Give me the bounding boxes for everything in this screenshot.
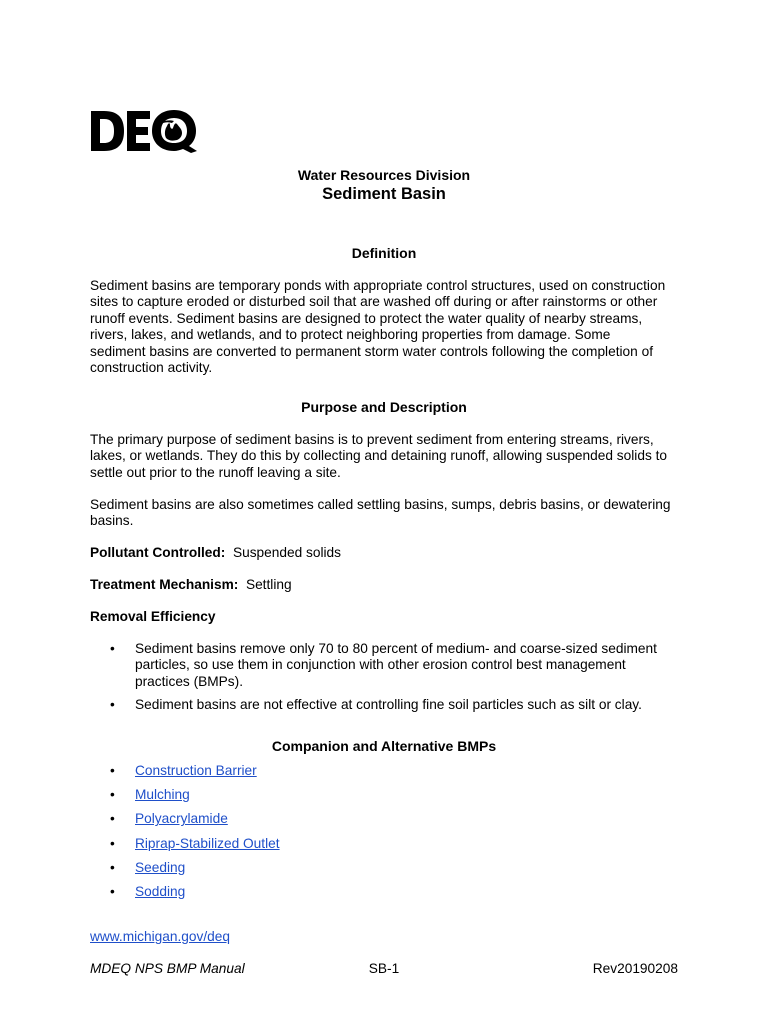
footer-page-number: SB-1: [368, 961, 400, 976]
text-line: Sediment basins are also sometimes called settling basins, sumps, debris basins, or dewatering: [90, 497, 671, 512]
link-seeding[interactable]: Seeding: [135, 859, 186, 875]
section-heading-companion: Companion and Alternative BMPs: [271, 738, 497, 754]
text-line: lakes, or wetlands. They do this by collecting and detaining runoff, allowing suspended solids to: [90, 448, 668, 464]
bullet-icon: •: [110, 641, 115, 656]
purpose-paragraph-1: [90, 432, 690, 481]
bullet-icon: •: [110, 811, 115, 827]
pollutant-label: Pollutant Controlled:: [90, 545, 226, 560]
bullet-icon: •: [110, 763, 115, 778]
section-heading-purpose: Purpose and Description: [301, 399, 467, 415]
text-line: settle out prior to the runoff leaving a site.: [90, 464, 341, 480]
text-line: sites to capture eroded or disturbed soil that are washed off during or after rainstorms or other: [90, 294, 658, 310]
text-line: particles, so use them in conjunction with other erosion control best management: [135, 657, 626, 673]
removal-heading-text: Removal Efficiency: [90, 609, 216, 624]
text-line: Sediment basins are temporary ponds with appropriate control structures, used on construction: [90, 278, 666, 293]
link-sodding[interactable]: Sodding: [135, 883, 186, 899]
list-item: [110, 763, 690, 787]
definition-paragraph: [90, 278, 690, 376]
list-item: [110, 787, 690, 811]
text-line: Sediment basins remove only 70 to 80 percent of medium- and coarse-sized sediment: [135, 641, 657, 656]
treatment-label: Treatment Mechanism:: [90, 577, 239, 592]
list-item: [110, 836, 690, 860]
bullet-icon: •: [110, 835, 115, 851]
text-line: basins.: [90, 513, 134, 529]
text-line: rivers, lakes, and wetlands, and to protect neighboring properties from damage. Some: [90, 327, 611, 343]
removal-efficiency-heading: [90, 609, 216, 625]
link-riprap-stabilized-outlet[interactable]: Riprap-Stabilized Outlet: [135, 835, 280, 851]
removal-efficiency-list: [110, 641, 690, 714]
pollutant-value: Suspended solids: [232, 545, 342, 560]
list-item: [110, 811, 690, 835]
footer-revision: Rev20190208: [592, 961, 678, 976]
link-construction-barrier[interactable]: Construction Barrier: [135, 763, 257, 778]
text-line: Sediment basins are not effective at controlling fine soil particles such as silt or clay.: [135, 697, 642, 713]
section-heading-definition: Definition: [351, 245, 417, 261]
text-line: The primary purpose of sediment basins is to prevent sediment from entering streams, rivers,: [90, 432, 654, 447]
text-line: practices (BMPs).: [135, 673, 243, 689]
link-polyacrylamide[interactable]: Polyacrylamide: [135, 811, 228, 827]
treatment-mechanism: [90, 577, 292, 593]
purpose-paragraph-2: [90, 497, 690, 530]
pollutant-controlled: [90, 545, 341, 561]
michigan-deq-logo: [90, 108, 198, 154]
treatment-value: Settling: [245, 577, 292, 592]
list-item: [110, 641, 690, 690]
companion-bmp-list: [110, 763, 690, 908]
bullet-icon: •: [110, 697, 115, 713]
list-item: [110, 860, 690, 884]
text-line: sediment basins are converted to permanent storm water controls following the completion of: [90, 343, 653, 359]
link-mulching[interactable]: Mulching: [135, 787, 190, 803]
bullet-icon: •: [110, 787, 115, 803]
page-title: Sediment Basin: [322, 185, 446, 203]
list-item: [110, 884, 690, 908]
footer-manual-name: MDEQ NPS BMP Manual: [90, 961, 245, 976]
deq-website-link[interactable]: www.michigan.gov/deq: [90, 929, 230, 944]
division-name: Water Resources Division: [297, 167, 471, 183]
bullet-icon: •: [110, 883, 115, 899]
text-line: runoff events. Sediment basins are designed to protect the water quality of nearby streams,: [90, 310, 643, 326]
bullet-icon: •: [110, 859, 115, 875]
text-line: construction activity.: [90, 360, 213, 376]
list-item: [110, 697, 690, 713]
